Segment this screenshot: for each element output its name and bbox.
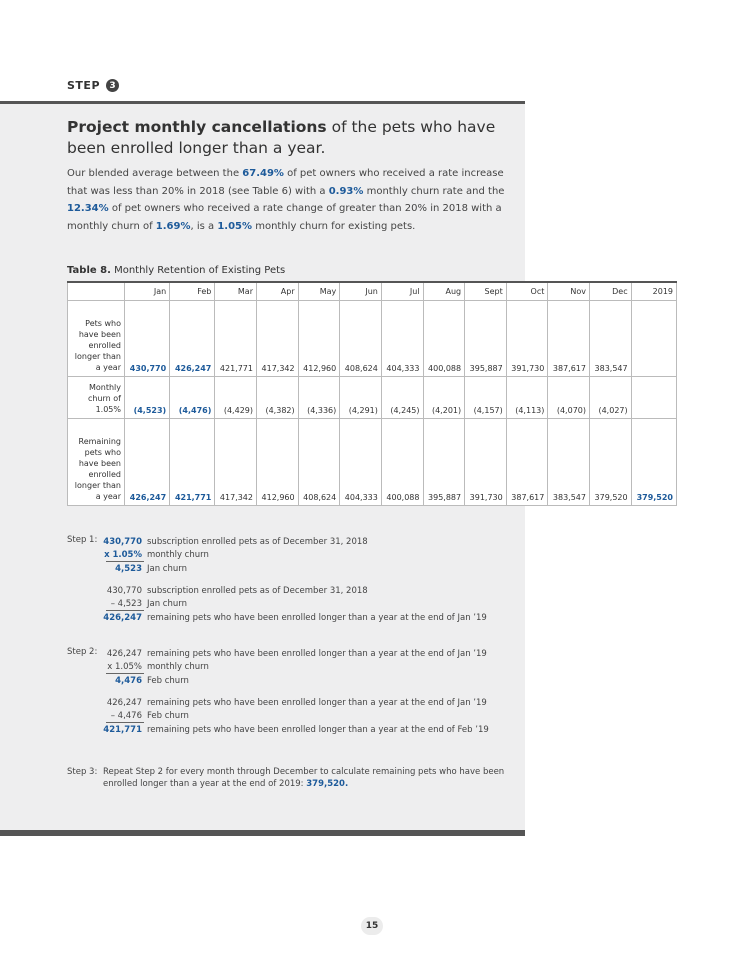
table-cell: 395,887 xyxy=(423,419,465,506)
table-header-cell: Jun xyxy=(340,282,382,301)
table-cell: 379,520 xyxy=(631,419,676,506)
row-label: Remaining pets who have been enrolled longer than a year xyxy=(68,419,125,506)
intro-text: monthly churn for existing pets. xyxy=(252,220,416,232)
table-title-text: Monthly Retention of Existing Pets xyxy=(110,265,286,276)
table-cell: 417,342 xyxy=(215,419,257,506)
table-cell: (4,476) xyxy=(170,377,215,419)
table-cell: 421,771 xyxy=(170,419,215,506)
step2-calculation xyxy=(67,647,527,737)
row-label: Pets who have been enrolled longer than a year xyxy=(68,301,125,377)
table-cell xyxy=(631,301,676,377)
table-cell: (4,201) xyxy=(423,377,465,419)
intro-value: 0.93% xyxy=(328,185,364,197)
intro-value: 67.49% xyxy=(242,168,284,179)
calc-number: x 1.05% xyxy=(104,550,142,560)
table-header-cell: Nov xyxy=(548,282,590,301)
table-cell: 387,617 xyxy=(548,301,590,377)
calc-result: 4,476 xyxy=(115,676,142,686)
table-cell: 391,730 xyxy=(506,301,548,377)
table-cell: 426,247 xyxy=(125,419,170,506)
step-header xyxy=(67,79,119,92)
table-cell: 383,547 xyxy=(548,419,590,506)
intro-text: , is a xyxy=(190,220,218,232)
intro-text: monthly churn rate and the xyxy=(363,185,505,197)
table-cell: 421,771 xyxy=(215,301,257,377)
table-row xyxy=(68,301,677,377)
table-cell: 391,730 xyxy=(465,419,507,506)
table-header-cell: Aug xyxy=(423,282,465,301)
table-cell: 408,624 xyxy=(298,419,340,506)
retention-table xyxy=(67,281,677,506)
calc-result: 426,247 xyxy=(103,613,142,623)
step3-label: Step 3: xyxy=(67,767,98,777)
step1-label: Step 1: xyxy=(67,535,98,545)
step2-label: Step 2: xyxy=(67,647,98,657)
calc-text: remaining pets who have been enrolled longer than a year at the end of Jan ’19 xyxy=(147,613,487,623)
step3-body xyxy=(103,766,513,790)
table-cell: 430,770 xyxy=(125,301,170,377)
table-header-row xyxy=(68,282,677,301)
table-cell: (4,070) xyxy=(548,377,590,419)
table-cell xyxy=(631,377,676,419)
intro-text: of pet owners who received a rate increase that was less than 20% in 2018 (see Table 6) with a xyxy=(67,168,504,197)
heading-bold: Project monthly cancellations xyxy=(67,118,327,136)
table-cell: (4,157) xyxy=(465,377,507,419)
table-cell: (4,429) xyxy=(215,377,257,419)
table-cell: 426,247 xyxy=(170,301,215,377)
sum-rule xyxy=(106,673,144,674)
calc-number: – 4,523 xyxy=(110,599,142,609)
table-cell: 408,624 xyxy=(340,301,382,377)
sum-rule xyxy=(106,610,144,611)
step3-text: Repeat Step 2 for every month through December to calculate remaining pets who have been enrolled longer than a year at the end of 2019: xyxy=(103,767,505,789)
table-cell: 417,342 xyxy=(257,301,299,377)
table-header-cell: May xyxy=(298,282,340,301)
table-title xyxy=(67,265,285,276)
calc-number: x 1.05% xyxy=(107,662,142,672)
calc-number: 430,770 xyxy=(103,537,142,547)
table-cell: 379,520 xyxy=(590,419,632,506)
table-header-cell: Jul xyxy=(381,282,423,301)
step-label: STEP xyxy=(67,79,101,92)
table-header-cell xyxy=(68,282,125,301)
table-header-cell: Sept xyxy=(465,282,507,301)
calc-text: monthly churn xyxy=(147,662,209,672)
calc-number: 426,247 xyxy=(106,649,142,659)
sum-rule xyxy=(106,561,144,562)
section-heading xyxy=(67,117,517,159)
calc-text: Feb churn xyxy=(147,676,189,686)
table-cell: (4,336) xyxy=(298,377,340,419)
table-cell: 383,547 xyxy=(590,301,632,377)
table-cell: 400,088 xyxy=(423,301,465,377)
table-cell: (4,027) xyxy=(590,377,632,419)
table-header-cell: Mar xyxy=(215,282,257,301)
row-label: Monthly churn of 1.05% xyxy=(68,377,125,419)
table-header-cell: Apr xyxy=(257,282,299,301)
table-header-cell: Dec xyxy=(590,282,632,301)
calc-result: 421,771 xyxy=(103,725,142,735)
sum-rule xyxy=(106,722,144,723)
intro-value: 12.34% xyxy=(67,203,109,214)
page-number: 15 xyxy=(361,917,383,935)
table-cell: 387,617 xyxy=(506,419,548,506)
table-title-number: Table 8. xyxy=(67,265,111,276)
calc-text: remaining pets who have been enrolled longer than a year at the end of Jan ’19 xyxy=(147,698,487,708)
table-header-cell: Feb xyxy=(170,282,215,301)
table-header-cell: Jan xyxy=(125,282,170,301)
calc-number: 426,247 xyxy=(106,698,142,708)
intro-text: Our blended average between the xyxy=(67,168,243,179)
intro-value: 1.69% xyxy=(155,220,191,232)
table-cell: (4,245) xyxy=(381,377,423,419)
table-cell: (4,113) xyxy=(506,377,548,419)
step1-calculation xyxy=(67,535,527,625)
calc-text: remaining pets who have been enrolled longer than a year at the end of Jan ’19 xyxy=(147,649,487,659)
table-cell: 404,333 xyxy=(340,419,382,506)
calc-number: – 4,476 xyxy=(110,711,142,721)
table-cell: 412,960 xyxy=(298,301,340,377)
step3-value: 379,520. xyxy=(306,779,349,789)
table-row xyxy=(68,419,677,506)
table-cell: 404,333 xyxy=(381,301,423,377)
table-cell: (4,291) xyxy=(340,377,382,419)
calc-text: subscription enrolled pets as of December 31, 2018 xyxy=(147,586,368,596)
table-cell: 395,887 xyxy=(465,301,507,377)
step-number-badge: 3 xyxy=(106,79,119,92)
intro-value: 1.05% xyxy=(217,220,253,232)
heading-rest: of the pets who have been enrolled longer than a year. xyxy=(67,118,496,157)
calc-number: 430,770 xyxy=(106,586,142,596)
calc-text: monthly churn xyxy=(147,550,209,560)
table-cell: 400,088 xyxy=(381,419,423,506)
table-cell: (4,523) xyxy=(125,377,170,419)
table-row xyxy=(68,377,677,419)
calc-result: 4,523 xyxy=(115,564,142,574)
calc-text: Jan churn xyxy=(147,564,187,574)
intro-text: of pet owners who received a rate change of greater than 20% in 2018 with a monthly churn of xyxy=(67,203,502,232)
table-header-cell: 2019 xyxy=(631,282,676,301)
calc-text: remaining pets who have been enrolled longer than a year at the end of Feb ’19 xyxy=(147,725,489,735)
calc-text: Feb churn xyxy=(147,711,189,721)
calc-text: Jan churn xyxy=(147,599,187,609)
intro-paragraph xyxy=(67,165,517,235)
calc-text: subscription enrolled pets as of December 31, 2018 xyxy=(147,537,368,547)
table-header-cell: Oct xyxy=(506,282,548,301)
table-cell: (4,382) xyxy=(257,377,299,419)
table-cell: 412,960 xyxy=(257,419,299,506)
